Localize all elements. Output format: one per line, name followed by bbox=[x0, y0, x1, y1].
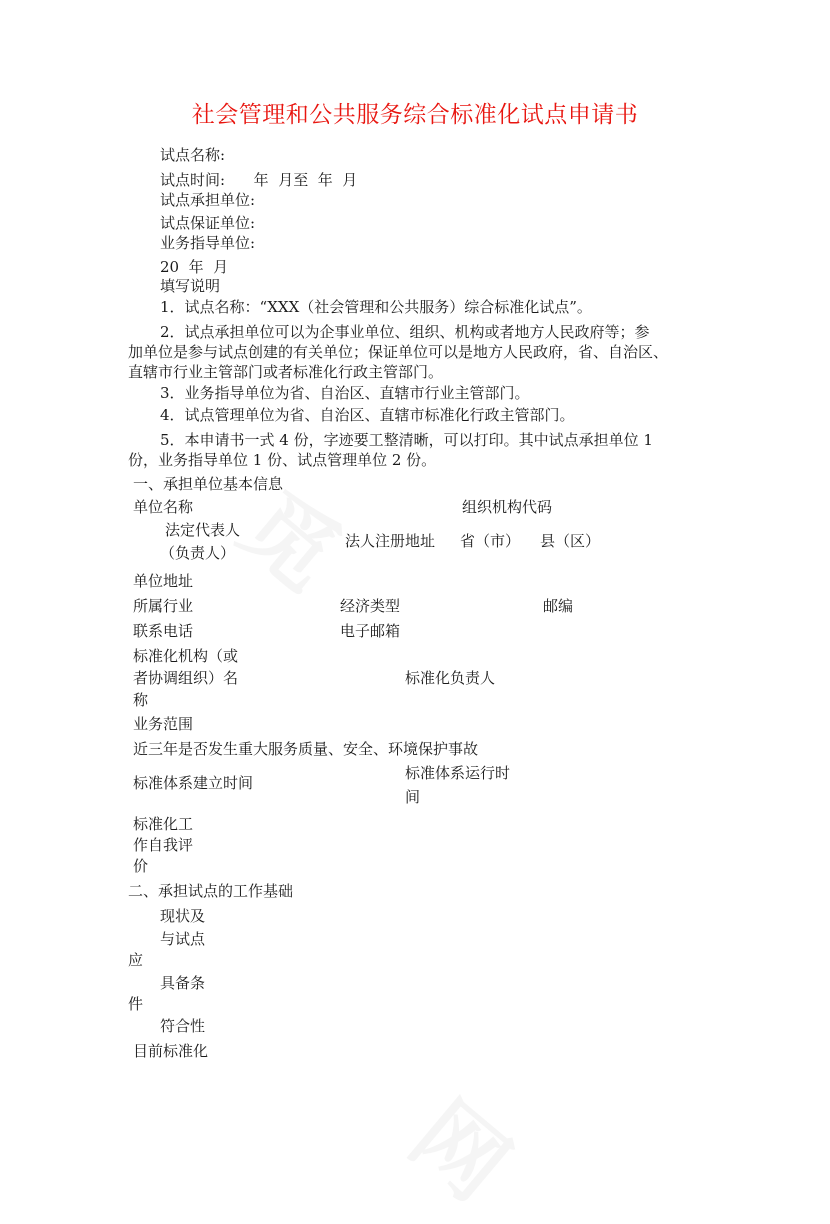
label-self-eval: 标准化工 bbox=[133, 815, 194, 833]
label-email: 电子邮箱 bbox=[340, 622, 401, 640]
instruction-item-4: 4．试点管理单位为省、自治区、直辖市标准化行政主管部门。 bbox=[160, 406, 575, 424]
label-std-org-cont: 者协调组织）名 bbox=[133, 669, 239, 687]
label-phone: 联系电话 bbox=[133, 622, 194, 640]
label-industry: 所属行业 bbox=[133, 597, 194, 615]
label-legal-address: 法人注册地址 bbox=[345, 532, 436, 550]
label-postcode: 邮编 bbox=[543, 597, 574, 615]
instruction-item-5: 5．本申请书一式 4 份，字迹要工整清晰，可以打印。其中试点承担单位 1 bbox=[160, 431, 653, 449]
label-legal-rep: 法定代表人 bbox=[165, 521, 241, 539]
instruction-item-5-cont: 份，业务指导单位 1 份、试点管理单位 2 份。 bbox=[128, 451, 437, 469]
label-org-code: 组织机构代码 bbox=[462, 498, 553, 516]
page-title: 社会管理和公共服务综合标准化试点申请书 bbox=[191, 102, 639, 128]
label-system-established: 标准体系建立时间 bbox=[133, 774, 254, 792]
section-2-heading: 二、承担试点的工作基础 bbox=[128, 882, 294, 900]
label-economic-type: 经济类型 bbox=[340, 597, 401, 615]
label-system-running-cont: 间 bbox=[405, 788, 421, 806]
label-unit-address: 单位地址 bbox=[133, 572, 194, 590]
label-legal-rep-cont: （负责人） bbox=[160, 544, 236, 562]
cover-name: 试点名称: bbox=[160, 146, 226, 164]
label-status: 现状及 bbox=[160, 907, 206, 925]
instruction-item-2-cont: 加单位是参与试点创建的有关单位；保证单位可以是地方人民政府，省、自治区、 bbox=[128, 343, 669, 361]
label-system-running: 标准体系运行时 bbox=[405, 764, 511, 782]
label-county: 县（区） bbox=[540, 532, 601, 550]
label-conformity: 符合性 bbox=[160, 1017, 206, 1035]
instructions-heading: 填写说明 bbox=[160, 277, 221, 295]
label-self-eval-cont: 价 bbox=[133, 857, 149, 875]
cover-guarantor: 试点保证单位: bbox=[160, 214, 256, 232]
instruction-item-1: 1．试点名称：“XXX（社会管理和公共服务）综合标准化试点”。 bbox=[160, 298, 592, 316]
label-unit-name: 单位名称 bbox=[133, 498, 194, 516]
instruction-item-2-cont: 直辖市行业主管部门或者标准化行政主管部门。 bbox=[128, 363, 444, 381]
label-std-org-cont: 称 bbox=[133, 691, 149, 709]
label-current-std: 目前标准化 bbox=[133, 1042, 209, 1060]
label-conditions: 具备条 bbox=[160, 974, 206, 992]
label-incidents: 近三年是否发生重大服务质量、安全、环境保护事故 bbox=[133, 740, 479, 758]
label-std-lead: 标准化负责人 bbox=[405, 669, 496, 687]
label-self-eval-cont: 作自我评 bbox=[133, 836, 194, 854]
label-status-cont: 应 bbox=[128, 951, 144, 969]
cover-undertaker: 试点承担单位: bbox=[160, 191, 256, 209]
instruction-item-3: 3．业务指导单位为省、自治区、直辖市行业主管部门。 bbox=[160, 384, 530, 402]
cover-date: 20 年 月 bbox=[160, 258, 229, 276]
section-1-heading: 一、承担单位基本信息 bbox=[133, 475, 284, 493]
label-status-cont: 与试点 bbox=[160, 930, 206, 948]
label-conditions-cont: 件 bbox=[128, 995, 144, 1013]
watermark bbox=[389, 1066, 542, 1223]
label-province: 省（市） bbox=[460, 532, 521, 550]
cover-guide: 业务指导单位: bbox=[160, 234, 256, 252]
label-business-scope: 业务范围 bbox=[133, 715, 194, 733]
instruction-item-2: 2．试点承担单位可以为企事业单位、组织、机构或者地方人民政府等；参 bbox=[160, 323, 650, 341]
cover-time: 试点时间: 年 月至 年 月 bbox=[160, 171, 358, 189]
label-std-org: 标准化机构（或 bbox=[133, 647, 239, 665]
